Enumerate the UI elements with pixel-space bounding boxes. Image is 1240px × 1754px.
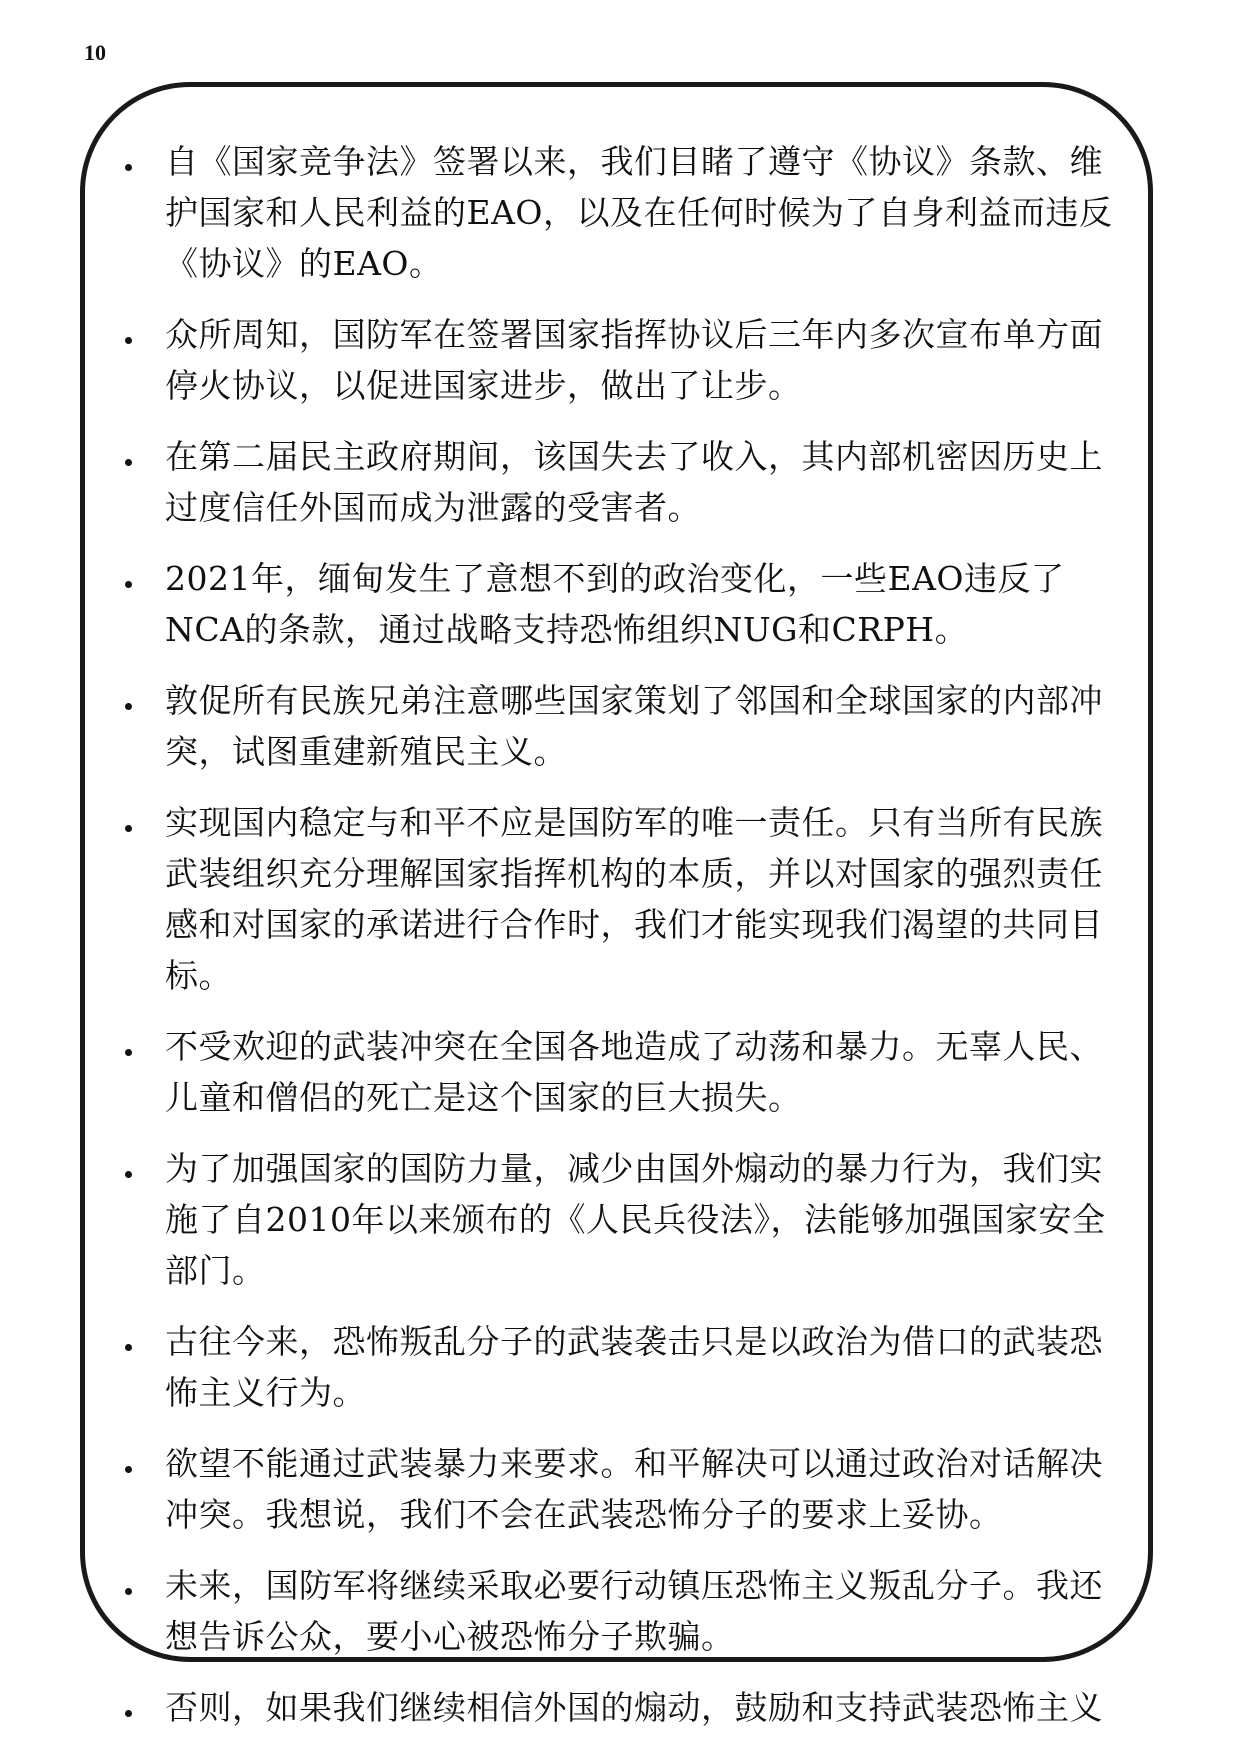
bullet-item — [125, 797, 1115, 1001]
bullet-text: 自《国家竞争法》签署以来，我们目睹了遵守《协议》条款、维护国家和人民利益的EAO，以及在任何时候为了自身利益而违反《协议》的EAO。 — [165, 142, 1113, 283]
bullet-text: 未来，国防军将继续采取必要行动镇压恐怖主义叛乱分子。我还想告诉公众，要小心被恐怖分子欺骗。 — [165, 1566, 1103, 1656]
page-number: 10 — [84, 40, 106, 65]
bullet-text: 在第二届民主政府期间，该国失去了收入，其内部机密因历史上过度信任外国而成为泄露的受害者。 — [165, 437, 1103, 527]
bullet-dot-icon — [125, 1049, 132, 1056]
bullet-dot-icon — [125, 459, 132, 466]
bullet-dot-icon — [125, 703, 132, 710]
bullet-dot-icon — [125, 1588, 132, 1595]
bullet-dot-icon — [125, 1466, 132, 1473]
bullet-dot-icon — [125, 1344, 132, 1351]
bullet-dot-icon — [125, 337, 132, 344]
bullet-item — [125, 431, 1115, 533]
bullet-item — [125, 553, 1115, 655]
bullet-dot-icon — [125, 1710, 132, 1717]
bullet-dot-icon — [125, 581, 132, 588]
bullet-dot-icon — [125, 1171, 132, 1178]
bullet-item — [125, 1143, 1115, 1296]
bullet-item — [125, 1316, 1115, 1418]
bullet-item — [125, 675, 1115, 777]
bullet-item — [125, 136, 1115, 289]
bullet-item — [125, 1021, 1115, 1123]
bullet-text: 敦促所有民族兄弟注意哪些国家策划了邻国和全球国家的内部冲突，试图重建新殖民主义。 — [165, 681, 1103, 771]
bullet-text: 2021年，缅甸发生了意想不到的政治变化，一些EAO违反了NCA的条款，通过战略支持恐怖组织NUG和CRPH。 — [165, 559, 1065, 649]
bullet-text: 为了加强国家的国防力量，减少由国外煽动的暴力行为，我们实施了自2010年以来颁布的《人民兵役法》，法能够加强国家安全部门。 — [165, 1149, 1106, 1290]
bullet-text: 不受欢迎的武装冲突在全国各地造成了动荡和暴力。无辜人民、儿童和僧侣的死亡是这个国家的巨大损失。 — [165, 1027, 1103, 1117]
bullet-text: 众所周知，国防军在签署国家指挥协议后三年内多次宣布单方面停火协议，以促进国家进步，做出了让步。 — [165, 315, 1103, 405]
bullet-text: 实现国内稳定与和平不应是国防军的唯一责任。只有当所有民族武装组织充分理解国家指挥机构的本质，并以对国家的强烈责任感和对国家的承诺进行合作时，我们才能实现我们渴望的共同目标。 — [165, 803, 1103, 995]
bullet-dot-icon — [125, 164, 132, 171]
bullet-text: 否则，如果我们继续相信外国的煽动，鼓励和支持武装恐怖主义 — [165, 1688, 1103, 1727]
bullet-item — [125, 1560, 1115, 1662]
bullet-list — [125, 136, 1115, 1753]
bullet-text: 古往今来，恐怖叛乱分子的武装袭击只是以政治为借口的武装恐怖主义行为。 — [165, 1322, 1103, 1412]
bullet-item — [125, 1438, 1115, 1540]
bullet-dot-icon — [125, 825, 132, 832]
bullet-item — [125, 1682, 1115, 1733]
bullet-text: 欲望不能通过武装暴力来要求。和平解决可以通过政治对话解决冲突。我想说，我们不会在武装恐怖分子的要求上妥协。 — [165, 1444, 1103, 1534]
bullet-item — [125, 309, 1115, 411]
